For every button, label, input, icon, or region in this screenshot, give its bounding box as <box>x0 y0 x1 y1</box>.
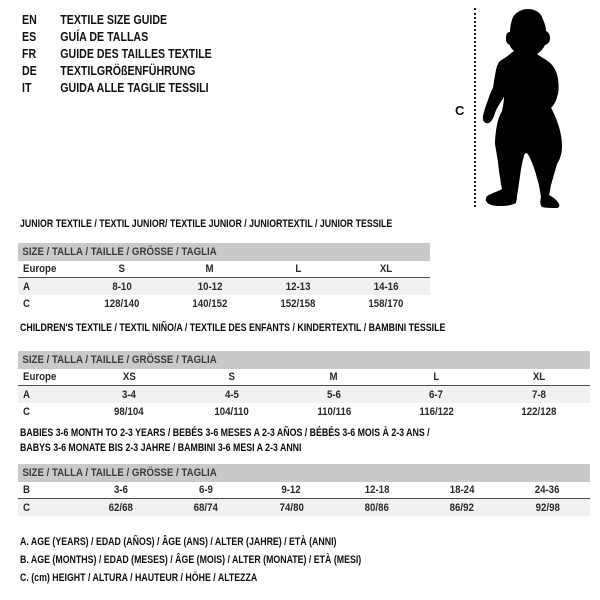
size-cell-text: 6-7 <box>429 388 444 401</box>
row-label <box>18 502 78 514</box>
table-title <box>20 426 430 456</box>
size-cell-text: L <box>295 263 301 275</box>
table-size-header-text: SIZE / TALLA / TAILLE / GRÖSSE / TAGLIA <box>22 467 217 479</box>
table-title-line: CHILDREN'S TEXTILE / TEXTIL NIÑO/A / TEXTILE DES ENFANTS / KINDERTEXTIL / BAMBINI TESSILE <box>20 322 446 334</box>
size-cell-text: 122/128 <box>521 405 557 418</box>
size-cell <box>78 502 163 514</box>
size-cell-text: 4-5 <box>224 388 239 401</box>
size-cell-text: 3-6 <box>113 484 128 496</box>
footnote-line: C. (cm) HEIGHT / ALTURA / HAUTEUR / HÖHE / ALTEZZA <box>20 572 258 584</box>
size-cell-text: 62/68 <box>108 501 133 514</box>
language-row <box>22 47 212 61</box>
table-title <box>20 217 392 232</box>
row-label-text: C <box>23 297 30 310</box>
size-cell <box>180 371 282 383</box>
size-cell <box>488 406 590 418</box>
size-cell-text: 152/158 <box>280 297 316 310</box>
size-cell-text: XL <box>379 263 393 275</box>
size-cell-text: 8-10 <box>112 280 132 293</box>
language-label: GUIDE DES TAILLES TEXTILE <box>60 47 212 61</box>
table-row <box>18 482 590 499</box>
language-code: EN <box>22 13 37 27</box>
size-cell-text: XS <box>122 371 136 383</box>
table-row <box>18 499 590 516</box>
language-row <box>22 13 167 27</box>
size-cell <box>505 502 590 514</box>
row-label <box>18 406 78 418</box>
table-size-header-text: SIZE / TALLA / TAILLE / GRÖSSE / TAGLIA <box>22 354 217 366</box>
size-cell-text: M <box>205 263 215 275</box>
language-code: DE <box>22 64 37 78</box>
size-cell <box>163 484 248 496</box>
size-cell-text: M <box>329 371 339 383</box>
footnote-line: A. AGE (YEARS) / EDAD (AÑOS) / ÂGE (ANS) / ALTER (JAHRE) / ETÀ (ANNI) <box>20 536 337 548</box>
size-cell-text: 9-12 <box>281 484 302 496</box>
table-row <box>18 278 430 295</box>
language-label: GUÍA DE TALLAS <box>60 30 149 44</box>
size-cell-text: 74/80 <box>279 501 304 514</box>
size-cell-text: 128/140 <box>104 297 140 310</box>
size-cell-text: XL <box>532 371 546 383</box>
row-label-text: C <box>23 405 30 418</box>
size-cell <box>78 484 163 496</box>
table-title-line: BABYS 3-6 MONATE BIS 2-3 JAHRE / BAMBINI 3-6 MESI A 2-3 ANNI <box>20 442 302 454</box>
size-cell-text: 5-6 <box>327 388 342 401</box>
size-cell <box>180 389 282 401</box>
size-table <box>18 243 430 312</box>
language-row <box>22 64 195 78</box>
size-cell <box>78 263 166 275</box>
row-label <box>18 281 78 293</box>
size-cell <box>488 389 590 401</box>
row-label <box>18 484 78 496</box>
size-cell <box>249 484 334 496</box>
table-size-header <box>18 464 590 482</box>
size-cell-text: 7-8 <box>531 388 546 401</box>
language-code: FR <box>22 47 37 61</box>
size-cell-text: 140/152 <box>192 297 228 310</box>
size-cell <box>254 281 342 293</box>
footnote-line: B. AGE (MONTHS) / EDAD (MESES) / ÂGE (MOIS) / ALTER (MONATE) / ETÀ (MESI) <box>20 554 362 566</box>
row-label <box>18 298 78 310</box>
table-row <box>18 369 590 386</box>
size-cell <box>78 281 166 293</box>
size-cell <box>283 389 385 401</box>
size-cell <box>342 298 430 310</box>
row-label-text: Europe <box>23 263 57 275</box>
table-row <box>18 261 430 278</box>
size-cell-text: 68/74 <box>193 501 219 514</box>
size-cell <box>163 502 248 514</box>
size-cell <box>385 371 487 383</box>
language-label: TEXTILE SIZE GUIDE <box>60 13 168 27</box>
size-cell <box>385 389 487 401</box>
size-cell-text: S <box>118 263 126 275</box>
size-cell <box>385 406 487 418</box>
size-cell <box>78 298 166 310</box>
size-cell-text: 80/86 <box>364 501 389 514</box>
size-cell <box>166 263 254 275</box>
table-row <box>18 403 590 420</box>
table-size-header <box>18 243 430 261</box>
size-cell <box>342 281 430 293</box>
table-row <box>18 386 590 403</box>
size-cell-text: 116/122 <box>419 405 454 418</box>
row-label-text: Europe <box>23 371 57 383</box>
size-cell-text: 14-16 <box>373 280 399 293</box>
size-cell <box>283 406 385 418</box>
size-cell <box>254 298 342 310</box>
row-label-text: A <box>23 280 30 293</box>
size-cell <box>78 406 180 418</box>
table-title <box>20 321 445 336</box>
baby-silhouette-path <box>483 9 562 208</box>
size-cell-text: 110/116 <box>317 405 351 418</box>
table-size-header-text: SIZE / TALLA / TAILLE / GRÖSSE / TAGLIA <box>22 246 217 258</box>
size-cell-text: 98/104 <box>114 405 145 418</box>
size-cell <box>180 406 282 418</box>
size-cell <box>249 502 334 514</box>
size-cell-text: 24-36 <box>534 484 560 496</box>
row-label-text: A <box>23 388 30 401</box>
baby-silhouette-image <box>470 0 600 215</box>
size-cell <box>488 371 590 383</box>
size-cell-text: 92/98 <box>535 501 560 514</box>
size-cell <box>283 371 385 383</box>
size-cell-text: S <box>228 371 235 383</box>
size-cell-text: 158/170 <box>368 297 404 310</box>
table-title-line: BABIES 3-6 MONTH TO 2-3 YEARS / BEBÉS 3-6 MESES A 2-3 AÑOS / BÉBÉS 3-6 MOIS À 2-3 ANS / <box>20 427 430 439</box>
height-measure-label: C <box>455 103 465 118</box>
size-table <box>18 351 590 420</box>
size-cell <box>342 263 430 275</box>
size-cell-text: 86/92 <box>449 501 475 514</box>
size-cell-text: L <box>433 371 440 383</box>
language-label: TEXTILGRÖßENFÜHRUNG <box>60 64 196 78</box>
size-cell <box>419 502 504 514</box>
row-label-text: B <box>23 484 30 496</box>
size-cell <box>419 484 504 496</box>
height-measure-dashed-line <box>474 8 476 207</box>
table-row <box>18 295 430 312</box>
size-cell <box>166 298 254 310</box>
table-size-header <box>18 351 590 369</box>
size-cell-text: 12-18 <box>364 484 390 496</box>
size-cell-text: 18-24 <box>449 484 475 496</box>
language-label: GUIDA ALLE TAGLIE TESSILI <box>60 81 209 95</box>
language-row <box>22 81 209 95</box>
size-cell <box>166 281 254 293</box>
size-cell-text: 6-9 <box>198 484 213 496</box>
size-cell-text: 12-13 <box>285 280 311 293</box>
size-cell-text: 10-12 <box>197 280 223 293</box>
language-code: IT <box>22 81 32 95</box>
size-cell <box>254 263 342 275</box>
size-cell <box>334 484 419 496</box>
row-label <box>18 371 78 383</box>
table-title-line: JUNIOR TEXTILE / TEXTIL JUNIOR/ TEXTILE JUNIOR / JUNIORTEXTIL / JUNIOR TESSILE <box>20 218 393 230</box>
size-cell-text: 104/110 <box>214 405 249 418</box>
row-label <box>18 263 78 275</box>
size-cell <box>78 389 180 401</box>
size-table <box>18 464 590 516</box>
size-cell <box>505 484 590 496</box>
size-cell <box>78 371 180 383</box>
language-row <box>22 30 148 44</box>
language-code: ES <box>22 30 37 44</box>
row-label <box>18 389 78 401</box>
size-cell <box>334 502 419 514</box>
row-label-text: C <box>23 501 30 514</box>
size-cell-text: 3-4 <box>122 388 137 401</box>
